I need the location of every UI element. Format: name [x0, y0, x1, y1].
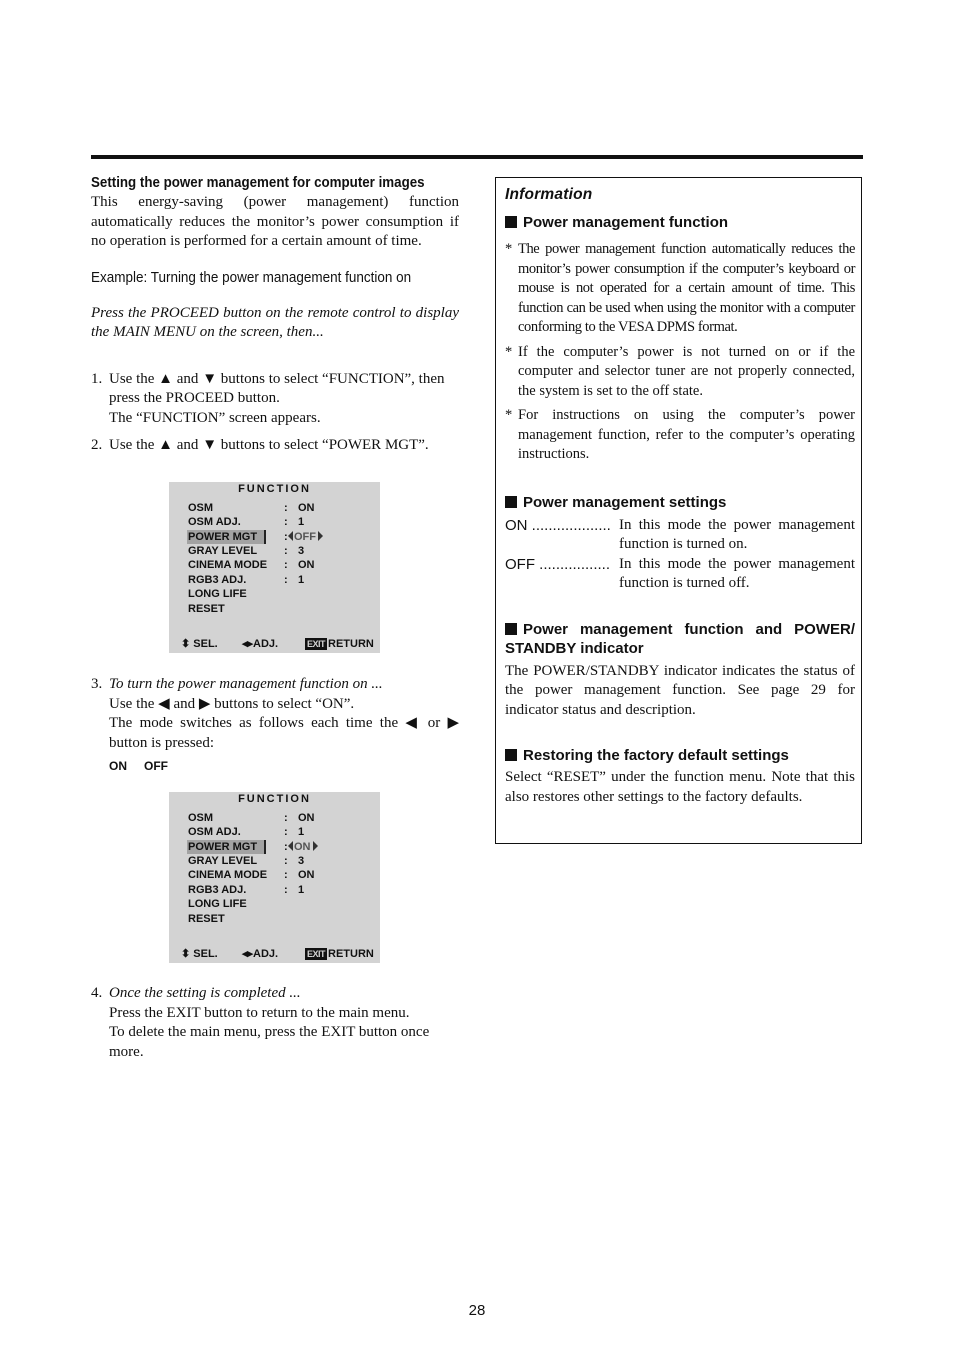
menu-value: 1	[298, 516, 305, 528]
step-number: 1.	[91, 370, 103, 387]
menu-label: GRAY LEVEL	[188, 545, 258, 557]
menu-label: OSM	[188, 812, 214, 824]
example-heading: Example: Turning the power management function on	[91, 269, 412, 286]
exit-badge: EXIT	[307, 949, 326, 959]
information-box	[495, 177, 862, 844]
right-triangle-icon	[313, 841, 318, 851]
note-3	[505, 406, 855, 465]
page-number: 28	[468, 1302, 486, 1319]
power-mgt-selector	[288, 530, 323, 544]
menu-label: RGB3 ADJ.	[188, 574, 247, 586]
menu-footer-return	[305, 947, 374, 961]
instruction-paragraph: Press the PROCEED button on the remote control to display the MAIN MENU on the screen, then...	[91, 304, 459, 340]
step-text: Use the	[109, 695, 155, 712]
step-1	[91, 370, 459, 429]
step-number: 3.	[91, 676, 103, 692]
power-mgt-value: ON	[294, 841, 311, 853]
step-text: buttons to select “FUNCTION”, then press the PROCEED button.	[109, 370, 445, 406]
menu-value: 1	[298, 826, 305, 838]
step-text: Press the EXIT button to return to the main menu.	[109, 1004, 410, 1021]
menu-colon: :	[284, 574, 288, 586]
off-label: OFF	[144, 759, 168, 773]
step-text: and	[176, 370, 199, 387]
step-number: 2.	[91, 437, 103, 453]
menu-colon: :	[284, 812, 288, 824]
heading-text: Power management function	[523, 214, 729, 231]
setting-description: In this mode the power management function is turned on.	[619, 516, 855, 552]
menu-value: 3	[298, 855, 305, 867]
left-arrow-icon: ◀	[405, 715, 421, 731]
left-right-icon: ◂▸	[242, 638, 254, 650]
menu-footer-sel	[181, 637, 218, 651]
power-management-function-heading	[505, 213, 855, 232]
step-2	[91, 436, 459, 456]
heading-text: Restoring the factory default settings	[523, 747, 789, 764]
menu-colon: :	[284, 502, 288, 514]
menu-label: CINEMA MODE	[188, 559, 268, 571]
menu-colon: :	[284, 516, 288, 528]
menu-label: OSM ADJ.	[188, 826, 241, 838]
step-text: and	[176, 437, 199, 453]
menu-value: ON	[298, 869, 315, 881]
up-arrow-icon: ▲	[158, 437, 174, 453]
power-standby-paragraph: The POWER/STANDBY indicator indicates the status of the power management function. See page 29 for indicator status and description.	[505, 662, 855, 718]
step-text: Use the	[109, 370, 155, 387]
square-bullet-icon	[505, 749, 517, 761]
menu-colon: :	[284, 559, 288, 571]
menu-colon: :	[284, 869, 288, 881]
square-bullet-icon	[505, 623, 517, 635]
step-text: and	[173, 695, 196, 712]
heading-text: Power management settings	[523, 493, 727, 511]
menu-colon: :	[284, 841, 288, 853]
asterisk: *	[505, 407, 513, 423]
power-mgt-value: OFF	[294, 531, 316, 543]
intro-paragraph: This energy-saving (power management) function automatically reduces the monitor’s power consumption if no operation is performed for a certain amount of time.	[91, 194, 459, 249]
function-menu-on	[169, 792, 380, 963]
menu-value: 1	[298, 574, 305, 586]
menu-label: OSM	[188, 502, 214, 514]
step-text: buttons to select “POWER MGT”.	[220, 437, 429, 453]
setting-description: In this mode the power management function is turned off.	[619, 555, 855, 591]
on-off-sequence	[91, 759, 459, 773]
menu-footer-sel	[181, 947, 218, 961]
menu-title: FUNCTION	[238, 793, 311, 805]
square-bullet-icon	[505, 216, 517, 228]
information-title: Information	[505, 186, 593, 203]
power-mgt-selector	[288, 840, 318, 854]
right-arrow-icon: ▶	[447, 715, 460, 731]
menu-label: CINEMA MODE	[188, 869, 268, 881]
right-triangle-icon	[318, 531, 323, 541]
menu-colon: :	[284, 855, 288, 867]
function-menu-off	[169, 482, 380, 653]
restoring-defaults-paragraph: Select “RESET” under the function menu. Note that this also restores other settings to the factory defaults.	[505, 769, 855, 805]
power-management-settings-heading	[505, 493, 855, 512]
step-text: To delete the main menu, press the EXIT button once more.	[109, 1024, 430, 1060]
step-italic: To turn the power management function on ...	[109, 676, 383, 692]
footer-label: SEL.	[193, 638, 218, 650]
power-standby-indicator-heading	[505, 620, 855, 658]
menu-colon: :	[284, 531, 288, 543]
right-arrow-icon: ▶	[198, 695, 211, 712]
step-italic: Once the setting is completed ...	[109, 985, 301, 1001]
step-text: The mode switches as follows each time the	[109, 715, 399, 731]
step-text: Use the	[109, 437, 155, 453]
menu-label: RESET	[188, 603, 225, 615]
menu-label: RESET	[188, 913, 225, 925]
menu-label: LONG LIFE	[188, 588, 247, 600]
setting-key: ON ...................	[505, 516, 611, 534]
left-triangle-icon	[288, 841, 293, 851]
up-arrow-icon: ▲	[158, 370, 174, 387]
menu-value: ON	[298, 502, 315, 514]
menu-value: 1	[298, 884, 305, 896]
menu-label: LONG LIFE	[188, 898, 247, 910]
on-label: ON	[109, 759, 127, 773]
menu-colon: :	[284, 884, 288, 896]
note-1	[505, 240, 855, 338]
setting-off	[505, 555, 855, 594]
menu-footer-adj	[242, 637, 278, 651]
menu-value: ON	[298, 559, 315, 571]
menu-label-highlighted: POWER MGT	[187, 530, 266, 544]
left-triangle-icon	[288, 531, 293, 541]
setting-on	[505, 516, 855, 555]
step-4	[91, 984, 459, 1062]
menu-colon: :	[284, 545, 288, 557]
menu-label: RGB3 ADJ.	[188, 884, 247, 896]
left-right-icon: ◂▸	[242, 948, 254, 960]
down-arrow-icon: ▼	[202, 437, 218, 453]
step-3-block	[91, 675, 459, 773]
footer-label: ADJ.	[253, 948, 279, 960]
menu-footer-return	[305, 637, 374, 651]
footer-label: RETURN	[328, 948, 374, 960]
exit-badge: EXIT	[307, 639, 326, 649]
step-text: buttons to select “ON”.	[214, 695, 355, 712]
step-number: 4.	[91, 985, 103, 1001]
restoring-defaults-heading	[505, 746, 855, 765]
menu-label-highlighted: POWER MGT	[187, 840, 266, 854]
step-text: button is pressed:	[109, 734, 214, 751]
heading-text: Power management function and POWER/ STANDBY indicator	[505, 620, 855, 657]
top-rule	[91, 155, 863, 159]
step-3	[91, 675, 459, 753]
step-text: or	[427, 715, 441, 731]
menu-value: 3	[298, 545, 305, 557]
menu-footer-adj	[242, 947, 278, 961]
asterisk: *	[505, 343, 513, 360]
setting-key: OFF .................	[505, 555, 611, 573]
step-text: The “FUNCTION” screen appears.	[109, 409, 321, 426]
up-down-icon: ⬍	[181, 948, 191, 960]
footer-label: ADJ.	[253, 638, 279, 650]
asterisk: *	[505, 241, 512, 257]
menu-label: OSM ADJ.	[188, 516, 241, 528]
left-column	[91, 174, 459, 456]
menu-label: GRAY LEVEL	[188, 855, 258, 867]
note-text: If the computer’s power is not turned on or if the computer and selector tuner are not properly connected, the system is set to the off state.	[518, 343, 855, 399]
note-text: For instructions on using the computer’s power management function, refer to the computer’s operating instructions.	[518, 407, 855, 462]
note-text: The power management function automatically reduces the monitor’s power consumption if the computer’s keyboard or mouse is not operated for a certain amount of time. This function can be used when using the monitor with a computer conforming to the VESA DPMS format.	[518, 241, 855, 335]
menu-title: FUNCTION	[238, 483, 311, 495]
down-arrow-icon: ▼	[202, 370, 218, 387]
square-bullet-icon	[505, 496, 517, 508]
note-2	[505, 343, 855, 402]
menu-value: ON	[298, 812, 315, 824]
footer-label: RETURN	[328, 638, 374, 650]
menu-colon: :	[284, 826, 288, 838]
up-down-icon: ⬍	[181, 638, 191, 650]
footer-label: SEL.	[193, 948, 218, 960]
left-arrow-icon: ◀	[158, 695, 170, 712]
section-title: Setting the power management for computer images	[91, 175, 425, 191]
step-4-block	[91, 984, 459, 1062]
